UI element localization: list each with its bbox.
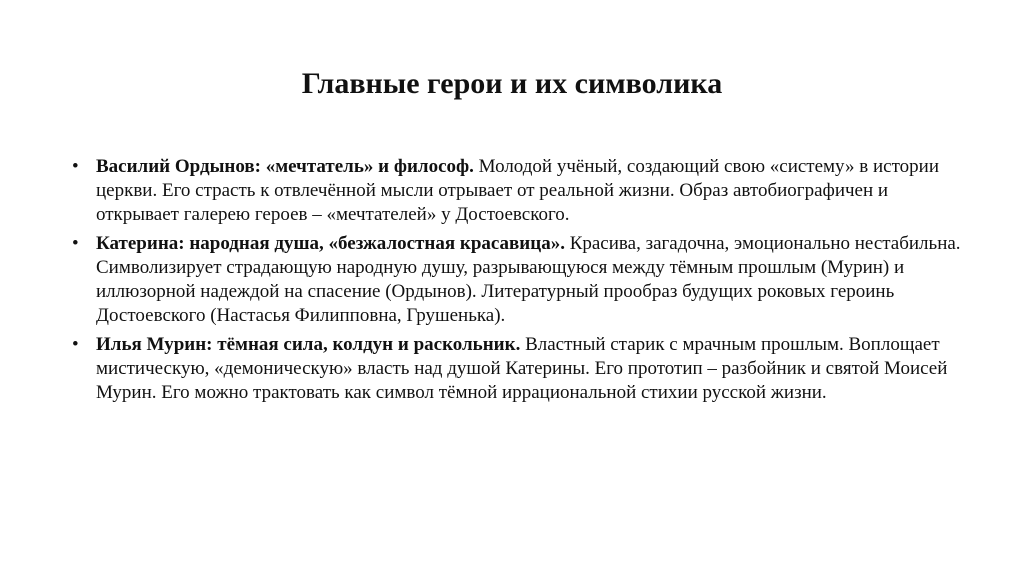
bullet-text-murin: Властный старик с мрачным прошлым. Воплощает мистическую, «демоническую» власть над душой Катерины. Его прототип – разбойник и святой Моисей Мурин. Его можно трактовать как символ тёмной иррациональной стихии русской жизни.	[96, 334, 948, 403]
slide-title: Главные герои и их символика	[301, 67, 723, 100]
bullet-lead-murin: Илья Мурин: тёмная сила, колдун и раскольник.	[96, 334, 521, 355]
bullet-icon: •	[72, 233, 79, 254]
bullet-icon: •	[72, 334, 79, 355]
bullet-item-ordynov	[72, 155, 962, 227]
bullet-lead-ordynov: Василий Ордынов: «мечтатель» и философ.	[96, 156, 474, 177]
bullet-item-murin	[72, 333, 962, 405]
bullet-lead-katerina: Катерина: народная душа, «безжалостная красавица».	[96, 233, 565, 254]
bullet-item-katerina	[72, 232, 962, 328]
bullet-text-ordynov: Молодой учёный, создающий свою «систему» в истории церкви. Его страсть к отвлечённой мысли отрывает от реальной жизни. Образ автобиографичен и открывает галерею героев – «мечтателей» у Достоевского.	[96, 156, 939, 225]
bullet-list	[72, 155, 962, 410]
bullet-text-katerina: Красива, загадочна, эмоционально нестабильна. Символизирует страдающую народную душу, разрывающуюся между тёмным прошлым (Мурин) и иллюзорной надеждой на спасение (Ордынов). Литературный прообраз будущих роковых героинь Достоевского (Настасья Филипповна, Грушенька).	[96, 233, 961, 326]
bullet-icon: •	[72, 156, 79, 177]
